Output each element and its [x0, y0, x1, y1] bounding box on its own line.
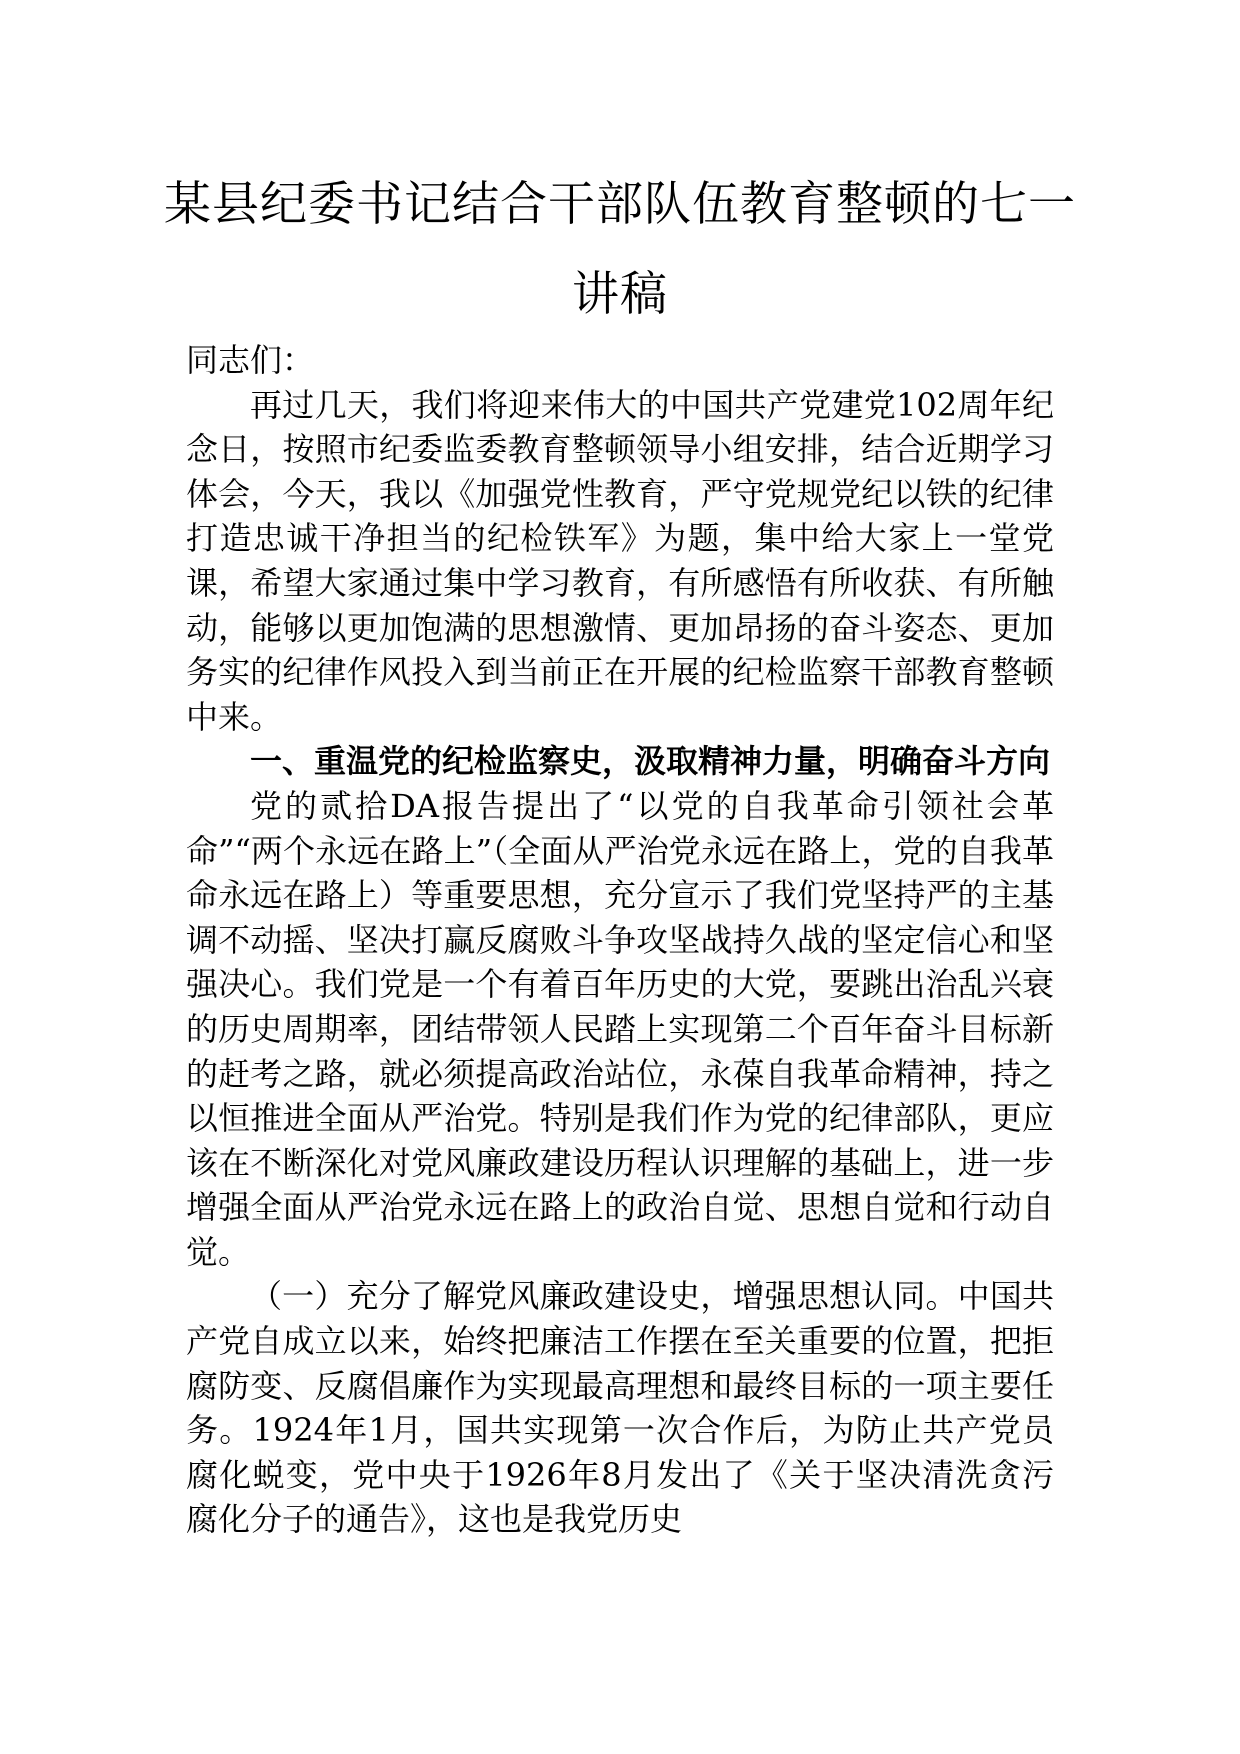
document-title: 某县纪委书记结合干部队伍教育整顿的七一讲稿: [164, 177, 1076, 322]
salutation: 同志们：: [186, 341, 315, 379]
paragraph-section-1: 党的贰拾DA报告提出了“以党的自我革命引领社会革命”“两个永远在路上”（全面从严治党永远在路上，党的自我革命永远在路上）等重要思想，充分宣示了我们党坚持严的主基调不动摇、坚决打赢反腐败斗争攻坚战持久战的坚定信心和坚强决心。我们党是一个有着百年历史的大党，要跳出治乱兴衰的历史周期率，团结带领人民踏上实现第二个百年奋斗目标新的赶考之路，就必须提高政治站位，永葆自我革命精神，持之以恒推进全面从严治党。特别是我们作为党的纪律部队，更应该在不断深化对党风廉政建设历程认识理解的基础上，进一步增强全面从严治党永远在路上的政治自觉、思想自觉和行动自觉。: [186, 786, 1054, 1271]
document-body: [186, 338, 1054, 1542]
paragraph-subsection-1: （一）充分了解党风廉政建设史，增强思想认同。中国共产党自成立以来，始终把廉洁工作摆在至关重要的位置，把拒腐防变、反腐倡廉作为实现最高理想和最终目标的一项主要任务。1924年1月，国共实现第一次合作后，为防止共产党员腐化蜕变，党中央于1926年8月发出了《关于坚决清洗贪污腐化分子的通告》，这也是我党历史: [186, 1277, 1054, 1539]
paragraph-intro: 再过几天，我们将迎来伟大的中国共产党建党102周年纪念日，按照市纪委监委教育整顿领导小组安排，结合近期学习体会，今天，我以《加强党性教育，严守党规党纪以铁的纪律打造忠诚干净担当的纪检铁军》为题，集中给大家上一堂党课，希望大家通过集中学习教育，有所感悟有所收获、有所触动，能够以更加饱满的思想激情、更加昂扬的奋斗姿态、更加务实的纪律作风投入到当前正在开展的纪检监察干部教育整顿中来。: [186, 385, 1054, 736]
section-heading-1: 一、重温党的纪检监察史，汲取精神力量，明确奋斗方向: [250, 742, 1051, 781]
